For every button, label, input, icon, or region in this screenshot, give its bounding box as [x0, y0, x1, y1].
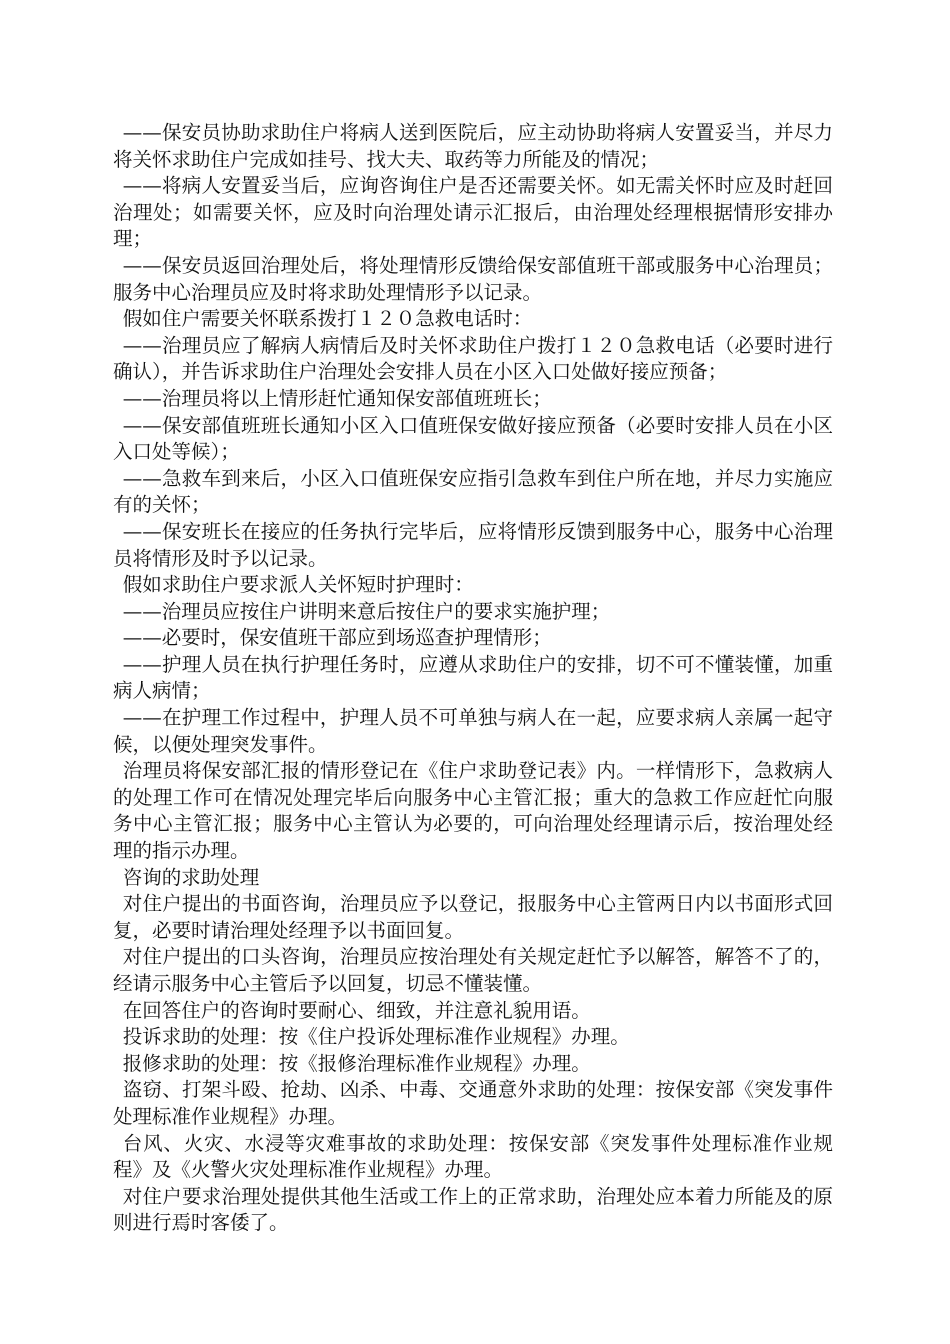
paragraph: 假如求助住户要求派人关怀短时护理时：	[122, 573, 474, 597]
paragraph: 投诉求助的处理：按《住户投诉处理标准作业规程》办理。	[122, 1025, 630, 1049]
paragraph: 对住户提出的书面咨询，治理员应予以登记，报服务中心主管两日内以书面形式回复，必要时请治理处经理予以书面回复。	[113, 892, 833, 942]
paragraph: ——必要时，保安值班干部应到场巡查护理情形；	[122, 626, 552, 650]
paragraph: 对住户要求治理处提供其他生活或工作上的正常求助，治理处应本着力所能及的原则进行焉时客倭了。	[113, 1184, 833, 1235]
section-heading: 咨询的求助处理	[122, 865, 260, 889]
paragraph: ——治理员将以上情形赶忙通知保安部值班班长；	[122, 386, 552, 410]
paragraph: ——在护理工作过程中，护理人员不可单独与病人在一起，应要求病人亲属一起守候，以便处理突发事件。	[113, 706, 833, 756]
paragraph: ——治理员应了解病人病情后及时关怀求助住户拨打１２０急救电话（必要时进行确认），并告诉求助住户治理处会安排人员在小区入口处做好接应预备；	[113, 333, 833, 384]
paragraph: ——保安员协助求助住户将病人送到医院后，应主动协助将病人安置妥当，并尽力将关怀求助住户完成如挂号、找大夫、取药等力所能及的情况；	[113, 121, 833, 171]
paragraph: 对住户提出的口头咨询，治理员应按治理处有关规定赶忙予以解答，解答不了的，经请示服务中心主管后予以回复，切忌不懂装懂。	[113, 945, 833, 995]
paragraph: ——护理人员在执行护理任务时，应遵从求助住户的安排，切不可不懂装懂，加重病人病情；	[113, 652, 833, 703]
paragraph: 盗窃、打架斗殴、抢劫、凶杀、中毒、交通意外求助的处理：按保安部《突发事件处理标准作业规程》办理。	[113, 1078, 833, 1128]
paragraph: ——保安员返回治理处后，将处理情形反馈给保安部值班干部或服务中心治理员；服务中心治理员应及时将求助处理情形予以记录。	[113, 253, 833, 304]
document-body	[113, 120, 833, 1237]
paragraph: 假如住户需要关怀联系拨打１２０急救电话时：	[122, 307, 533, 331]
paragraph: 在回答住户的咨询时要耐心、细致，并注意礼貌用语。	[122, 998, 591, 1022]
paragraph: ——保安班长在接应的任务执行完毕后，应将情形反馈到服务中心，服务中心治理员将情形及时予以记录。	[113, 519, 833, 570]
paragraph: 台风、火灾、水浸等灾难事故的求助处理：按保安部《突发事件处理标准作业规程》及《火警火灾处理标准作业规程》办理。	[113, 1131, 833, 1182]
paragraph: 报修求助的处理：按《报修治理标准作业规程》办理。	[122, 1051, 591, 1075]
paragraph: ——治理员应按住户讲明来意后按住户的要求实施护理；	[122, 599, 611, 623]
paragraph: ——急救车到来后，小区入口值班保安应指引急救车到住户所在地，并尽力实施应有的关怀；	[113, 466, 833, 517]
paragraph: ——将病人安置妥当后，应询咨询住户是否还需要关怀。如无需关怀时应及时赶回治理处；如需要关怀，应及时向治理处请示汇报后，由治理处经理根据情形安排办理；	[113, 174, 833, 251]
paragraph: 治理员将保安部汇报的情形登记在《住户求助登记表》内。一样情形下，急救病人的处理工作可在情况处理完毕后向服务中心主管汇报；重大的急救工作应赶忙向服务中心主管汇报；服务中心主管认为必要的，可向治理处经理请示后，按治理处经理的指示办理。	[113, 759, 833, 863]
paragraph: ——保安部值班班长通知小区入口值班保安做好接应预备（必要时安排人员在小区入口处等候）；	[113, 413, 833, 464]
